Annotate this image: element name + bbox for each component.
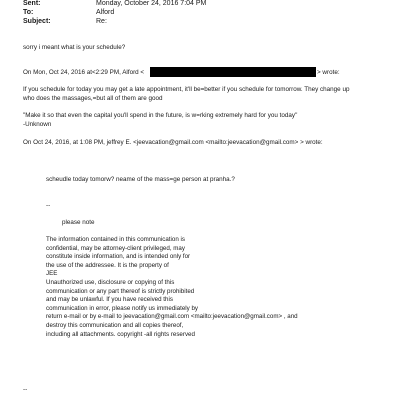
reply-line: sorry i meant what is your schedule? <box>23 44 126 51</box>
disclaimer-line: communication in error, please notify us immediately by <box>46 304 199 312</box>
quote-header-1-suffix: > wrote: <box>317 69 340 76</box>
disclaimer-line: and may be unlawful. If you have received this <box>46 296 173 304</box>
redaction-block <box>150 67 316 77</box>
disclaimer-line: Unauthorized use, disclosure or copying of this <box>46 278 175 286</box>
separator-dash-2: -- <box>23 386 28 393</box>
disclaimer-line: the use of the addressee. It is the property of <box>46 261 169 269</box>
sent-value: Monday, October 24, 2016 7:04 PM <box>96 0 207 7</box>
disclaimer-line: constitute inside information, and is intended only for <box>46 253 191 261</box>
quote-header-2: On Oct 24, 2016, at 1:08 PM, jeffrey E. <jeevacation@gmail.com <mailto:jeevacation@gmail.com> > wrote: <box>23 139 323 146</box>
subject-label: Subject: <box>23 18 51 25</box>
quote-header-1-prefix: On Mon, Oct 24, 2016 at<2:29 PM, Alford < <box>23 69 145 76</box>
disclaimer-line: The information contained in this communication is <box>46 236 185 243</box>
disclaimer-line: confidential, may be attorney-client privileged, may <box>46 244 185 252</box>
quote-text: "Make it so that even the capital you'll spend in the future, is w=rking extremely hard for you today" <box>23 112 298 119</box>
disclaimer-line: return e-mail or by e-mail to jeevacation@gmail.com <mailto:jeevacation@gmail.com> , and <box>46 313 298 321</box>
separator-dash-1: -- <box>46 202 51 209</box>
disclaimer-line: communication or any part thereof is strictly prohibited <box>46 287 195 295</box>
to-label: To: <box>23 9 34 16</box>
disclaimer-line: JEE <box>46 270 58 278</box>
para-line-2: who does the massages,=but all of them are good <box>23 95 163 102</box>
disclaimer-block <box>46 236 298 339</box>
disclaimer-line: including all attachments. copyright -all rights reserved <box>46 330 195 338</box>
sent-label: Sent: <box>23 0 41 7</box>
para-line-1: If you schedule for today you may get a late appointment, it'll be=better if you schedule for tomorrow. They change up <box>23 86 350 93</box>
please-note: please note <box>62 219 95 226</box>
subject-value: Re: <box>96 18 107 25</box>
schedule-question: scheudle today tomorw? neame of the mass=ge person at pranha.? <box>46 176 235 183</box>
quote-author: -Unknown <box>23 121 52 128</box>
disclaimer-line: destroy this communication and all copies thereof, <box>46 321 184 329</box>
to-value: Alford <box>96 9 115 16</box>
